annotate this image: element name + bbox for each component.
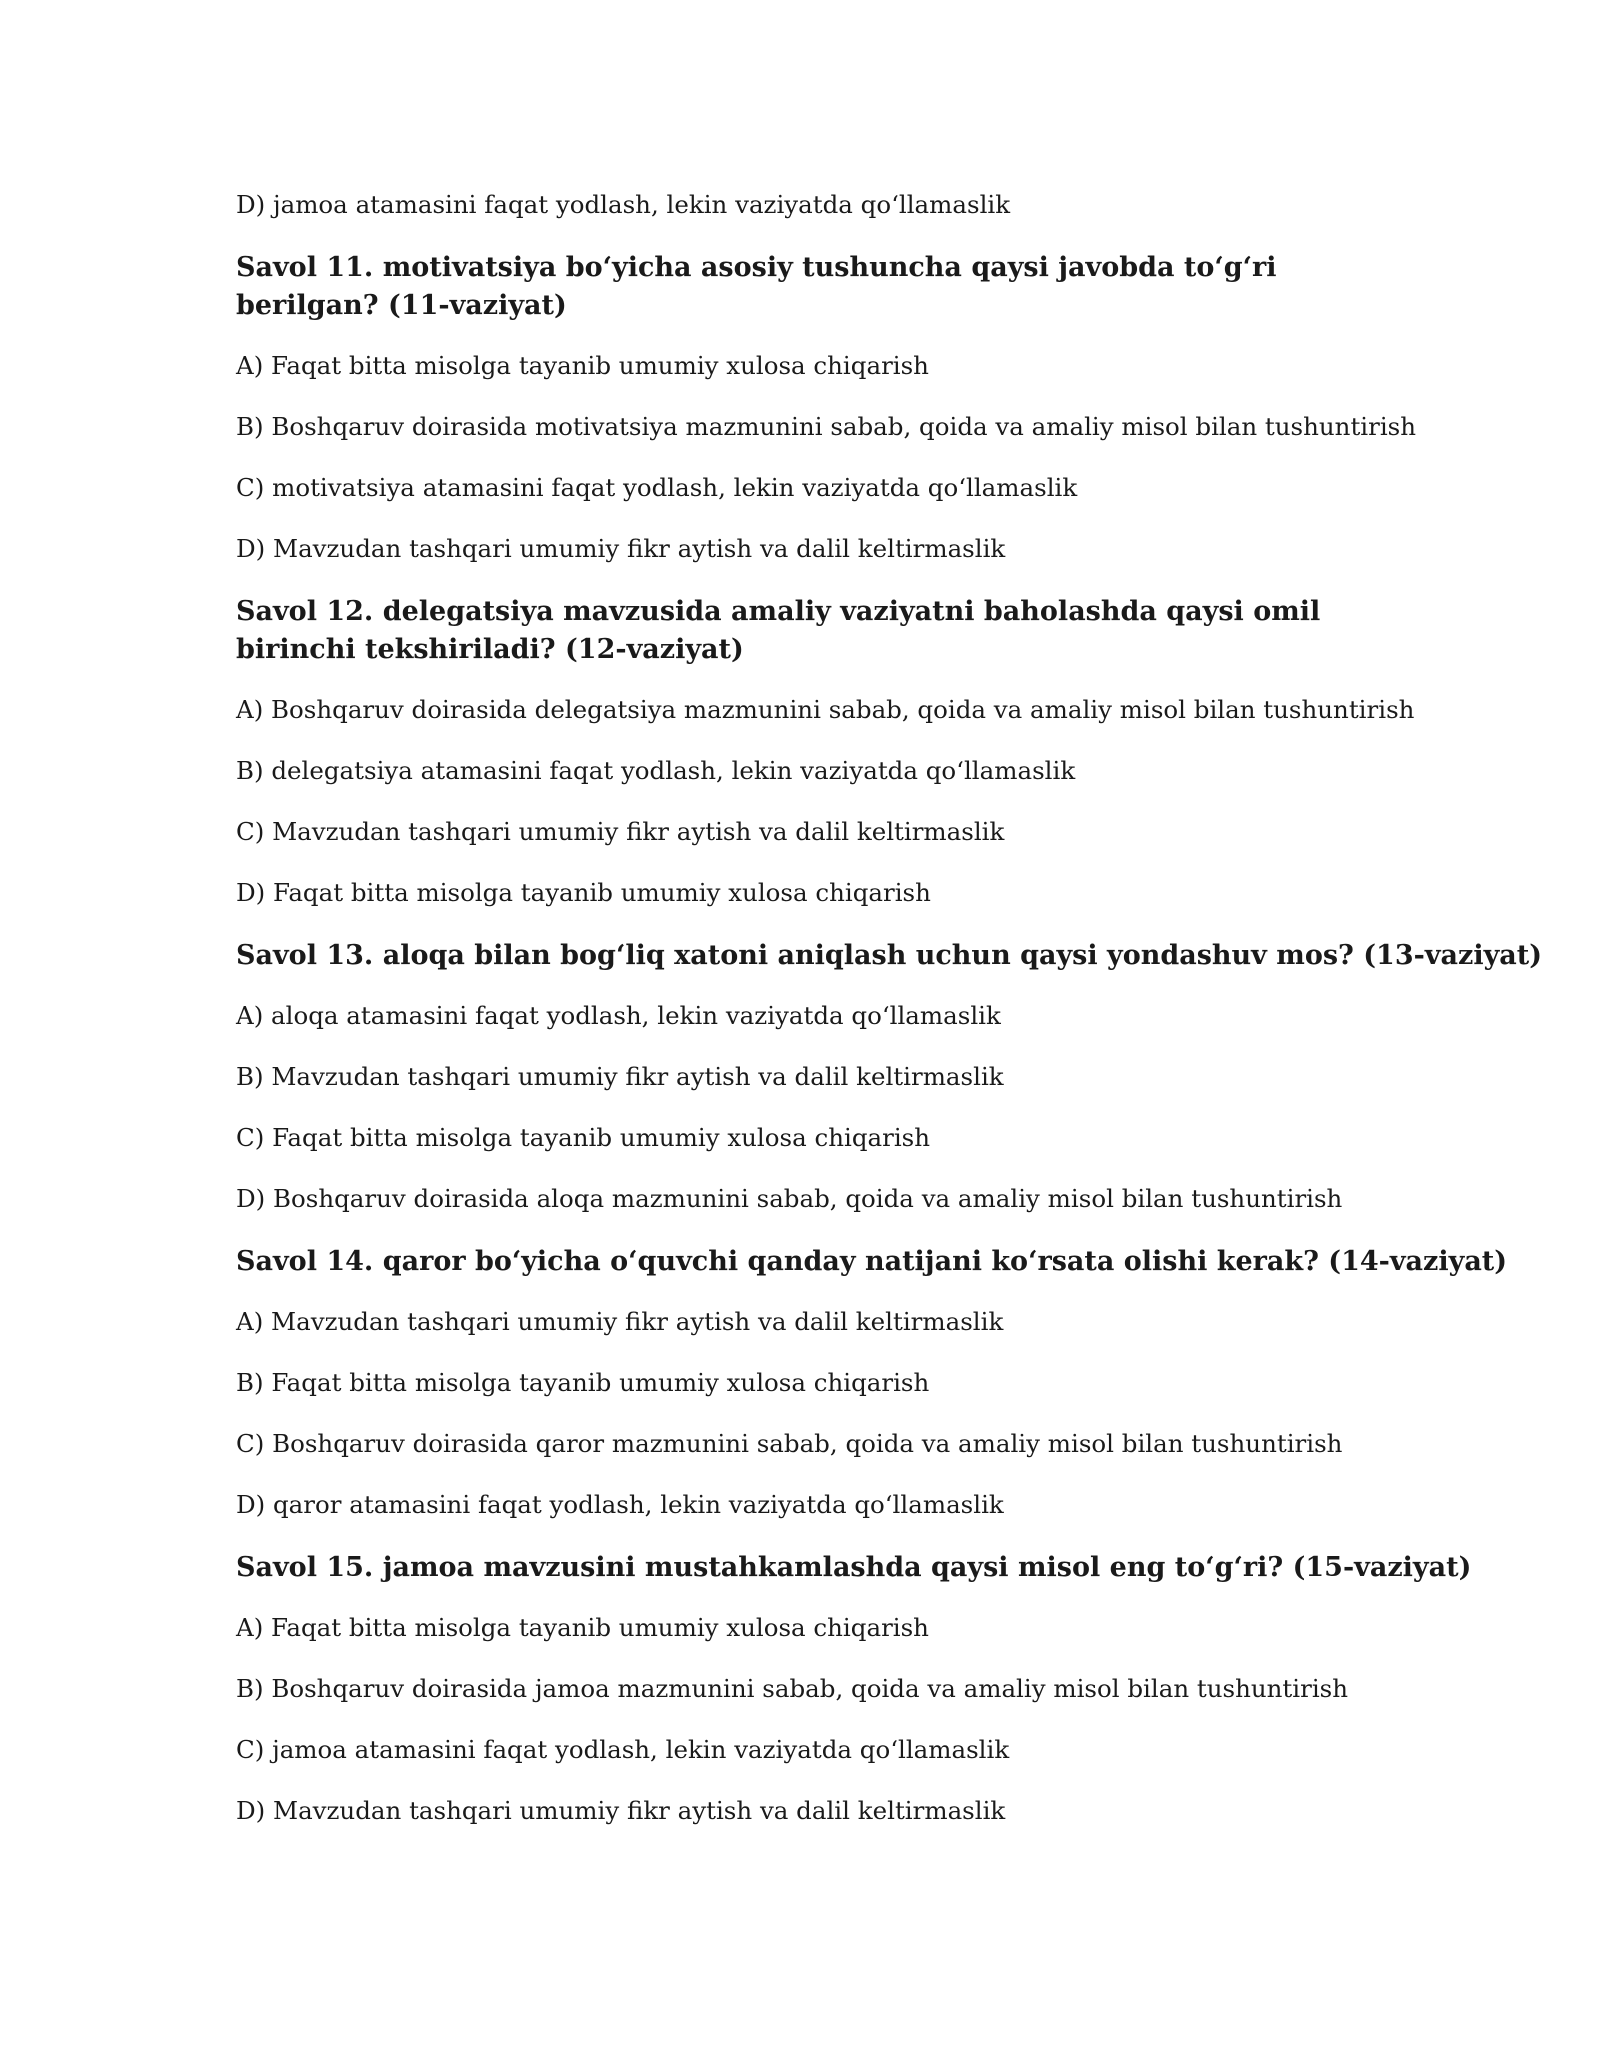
answer-option: C) Boshqaruv doirasida qaror mazmunini sabab, qoida va amaliy misol bilan tushuntirish	[236, 1429, 1343, 1458]
question-title: Savol 13. aloqa bilan bog‘liq xatoni aniqlash uchun qaysi yondashuv mos? (13-vaziyat)	[236, 940, 1543, 971]
answer-option: C) Mavzudan tashqari umumiy fikr aytish va dalil keltirmaslik	[236, 817, 1005, 846]
question-title: Savol 12. delegatsiya mavzusida amaliy vaziyatni baholashda qaysi omil birinchi tekshiriladi? (12-vaziyat)	[236, 596, 1321, 665]
answer-option: D) Mavzudan tashqari umumiy fikr aytish va dalil keltirmaslik	[236, 534, 1006, 563]
answer-option: B) delegatsiya atamasini faqat yodlash, lekin vaziyatda qo‘llamaslik	[236, 756, 1076, 785]
answer-option: A) Mavzudan tashqari umumiy fikr aytish va dalil keltirmaslik	[236, 1307, 1004, 1336]
leading-option: D) jamoa atamasini faqat yodlash, lekin vaziyatda qo‘llamaslik	[236, 190, 1011, 219]
answer-option: D) qaror atamasini faqat yodlash, lekin vaziyatda qo‘llamaslik	[236, 1490, 1004, 1519]
answer-option: A) Faqat bitta misolga tayanib umumiy xulosa chiqarish	[236, 1613, 929, 1642]
answer-option: B) Boshqaruv doirasida motivatsiya mazmunini sabab, qoida va amaliy misol bilan tushuntirish	[236, 412, 1417, 441]
answer-option: A) aloqa atamasini faqat yodlash, lekin vaziyatda qo‘llamaslik	[236, 1001, 1001, 1030]
answer-option: B) Mavzudan tashqari umumiy fikr aytish va dalil keltirmaslik	[236, 1062, 1004, 1091]
question-block-13	[236, 937, 1543, 1216]
answer-option: B) Faqat bitta misolga tayanib umumiy xulosa chiqarish	[236, 1368, 930, 1397]
answer-option: A) Faqat bitta misolga tayanib umumiy xulosa chiqarish	[236, 351, 929, 380]
answer-option: D) Faqat bitta misolga tayanib umumiy xulosa chiqarish	[236, 878, 931, 907]
answer-option: D) Mavzudan tashqari umumiy fikr aytish va dalil keltirmaslik	[236, 1796, 1006, 1825]
question-block-15	[236, 1549, 1472, 1828]
question-block-11	[236, 249, 1417, 566]
question-title: Savol 14. qaror bo‘yicha o‘quvchi qanday natijani ko‘rsata olishi kerak? (14-vaziyat)	[236, 1246, 1508, 1277]
answer-option: C) Faqat bitta misolga tayanib umumiy xulosa chiqarish	[236, 1123, 931, 1152]
answer-option: D) Boshqaruv doirasida aloqa mazmunini sabab, qoida va amaliy misol bilan tushuntirish	[236, 1184, 1343, 1213]
question-title: Savol 15. jamoa mavzusini mustahkamlashda qaysi misol eng to‘g‘ri? (15-vaziyat)	[236, 1552, 1472, 1583]
answer-option: C) jamoa atamasini faqat yodlash, lekin vaziyatda qo‘llamaslik	[236, 1735, 1010, 1764]
answer-option: C) motivatsiya atamasini faqat yodlash, lekin vaziyatda qo‘llamaslik	[236, 473, 1078, 502]
answer-option: A) Boshqaruv doirasida delegatsiya mazmunini sabab, qoida va amaliy misol bilan tushuntirish	[236, 695, 1415, 724]
question-block-12	[236, 593, 1415, 910]
question-title: Savol 11. motivatsiya bo‘yicha asosiy tushuncha qaysi javobda to‘g‘ri berilgan? (11-vaziyat)	[236, 252, 1277, 321]
question-block-14	[236, 1243, 1508, 1522]
answer-option: B) Boshqaruv doirasida jamoa mazmunini sabab, qoida va amaliy misol bilan tushuntirish	[236, 1674, 1349, 1703]
